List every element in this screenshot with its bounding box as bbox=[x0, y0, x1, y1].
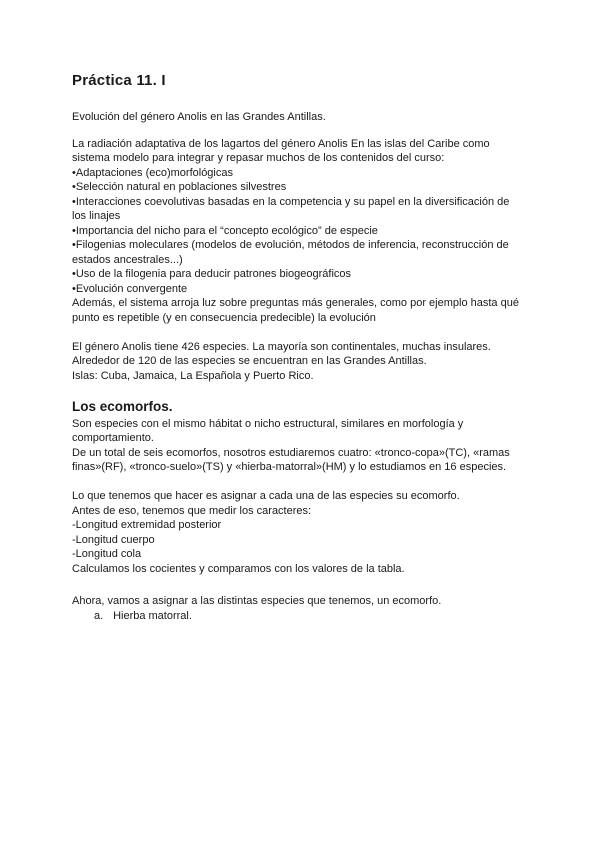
task-line: Antes de eso, tenemos que medir los caracteres: bbox=[72, 505, 312, 517]
task-line: -Longitud extremidad posterior bbox=[72, 519, 222, 531]
list-item bbox=[94, 609, 192, 623]
ecomorph-line: De un total de seis ecomorfos, nosotros estudiaremos cuatro: «tronco-copa»(TC), «ramas bbox=[72, 447, 510, 459]
ecomorph-line: finas»(RF), «tronco-suelo»(TS) y «hierba-matorral»(HM) y lo estudiamos en 16 especies. bbox=[72, 461, 507, 473]
genus-line: Islas: Cuba, Jamaica, La Española y Puerto Rico. bbox=[72, 370, 314, 382]
intro-line: punto es repetible (y en consecuencia predecible) la evolución bbox=[72, 312, 376, 324]
genus-line: El género Anolis tiene 426 especies. La mayoría son continentales, muchas insulares. bbox=[72, 341, 491, 353]
task-line: -Longitud cuerpo bbox=[72, 534, 155, 546]
intro-line: sistema modelo para integrar y repasar muchos de los contenidos del curso: bbox=[72, 152, 445, 164]
list-marker: a. bbox=[94, 610, 104, 622]
intro-line: La radiación adaptativa de los lagartos del género Anolis En las islas del Caribe como bbox=[72, 138, 490, 150]
subtitle: Evolución del género Anolis en las Grandes Antillas. bbox=[72, 111, 326, 123]
genus-line: Alrededor de 120 de las especies se encuentran en las Grandes Antillas. bbox=[72, 355, 427, 367]
ecomorph-line: Son especies con el mismo hábitat o nicho estructural, similares en morfología y bbox=[72, 418, 464, 430]
intro-line: •Evolución convergente bbox=[72, 283, 188, 295]
intro-line: •Selección natural en poblaciones silvestres bbox=[72, 181, 287, 193]
intro-line: •Interacciones coevolutivas basadas en la competencia y su papel en la diversificación de bbox=[72, 196, 510, 208]
task-line: Lo que tenemos que hacer es asignar a cada una de las especies su ecomorfo. bbox=[72, 490, 460, 502]
intro-line: •Adaptaciones (eco)morfológicas bbox=[72, 167, 233, 179]
task-line: -Longitud cola bbox=[72, 548, 142, 560]
list-item-text: Hierba matorral. bbox=[113, 610, 192, 622]
intro-line: Además, el sistema arroja luz sobre preguntas más generales, como por ejemplo hasta qué bbox=[72, 297, 519, 309]
intro-line: •Uso de la filogenia para deducir patrones biogeográficos bbox=[72, 268, 352, 280]
intro-line: •Importancia del nicho para el “concepto ecológico” de especie bbox=[72, 225, 378, 237]
intro-line: •Filogenias moleculares (modelos de evolución, métodos de inferencia, reconstrucción de bbox=[72, 239, 509, 251]
intro-line: los linajes bbox=[72, 210, 121, 222]
page-title: Práctica 11. I bbox=[72, 72, 166, 89]
task-line: Calculamos los cocientes y comparamos con los valores de la tabla. bbox=[72, 563, 405, 575]
intro-line: estados ancestrales...) bbox=[72, 254, 183, 266]
ecomorph-line: comportamiento. bbox=[72, 432, 154, 444]
assign-line: Ahora, vamos a asignar a las distintas especies que tenemos, un ecomorfo. bbox=[72, 595, 442, 607]
section-heading: Los ecomorfos. bbox=[72, 399, 173, 414]
